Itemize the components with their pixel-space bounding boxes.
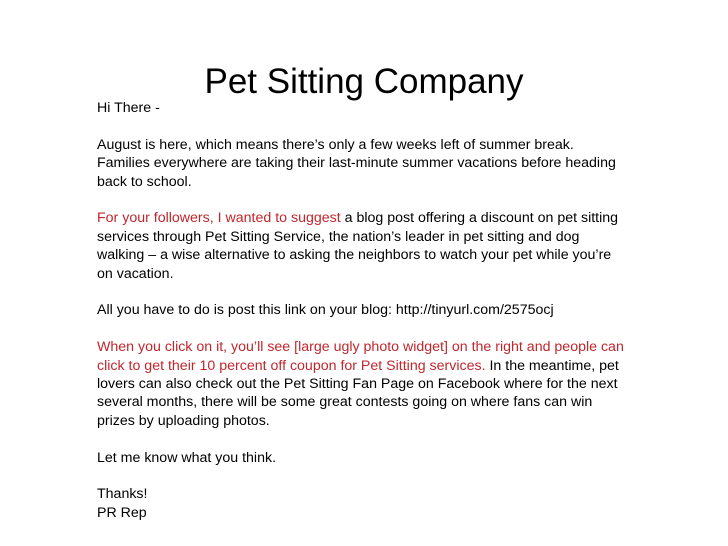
paragraph-line: on vacation. [97, 265, 174, 282]
slide-title: Pet Sitting Company [204, 62, 524, 101]
paragraph-line [97, 357, 637, 375]
paragraph-feedback [97, 449, 637, 467]
paragraph-line: August is here, which means there’s only a few weeks left of summer break. [97, 136, 574, 153]
plain-text: In the meantime, pet [485, 357, 619, 374]
paragraph-link [97, 301, 637, 319]
signature: PR Rep [97, 504, 147, 521]
paragraph-suggestion [97, 209, 637, 283]
paragraph-line: back to school. [97, 173, 192, 190]
sign-off [97, 485, 637, 522]
paragraph-summer-intro [97, 136, 637, 191]
paragraph-line: Let me know what you think. [97, 449, 277, 466]
plain-text: a blog post offering a discount on pet sitting [340, 210, 619, 227]
email-body [97, 99, 637, 541]
closing: Thanks! [97, 486, 148, 503]
paragraph-line: lovers can also check out the Pet Sitting Fan Page on Facebook where for the next [97, 376, 618, 393]
greeting: Hi There - [97, 100, 160, 116]
highlighted-text: click to get their 10 percent off coupon for Pet Sitting services. [97, 357, 486, 374]
paragraph-widget [97, 338, 637, 430]
paragraph-line: Families everywhere are taking their last-minute summer vacations before heading [97, 155, 616, 172]
highlighted-text: For your followers, I wanted to suggest [97, 210, 341, 227]
paragraph-line: prizes by uploading photos. [97, 412, 270, 429]
paragraph-line: several months, there will be some great contests going on where fans can win [97, 394, 593, 411]
highlighted-text: When you click on it, you’ll see [large ugly photo widget] on the right and people can [97, 339, 624, 356]
paragraph-line: services through Pet Sitting Service, the nation’s leader in pet sitting and dog [97, 228, 580, 245]
paragraph-line [97, 209, 637, 227]
paragraph-line: All you have to do is post this link on your blog: http://tinyurl.com/2575ocj [97, 302, 554, 319]
paragraph-line: walking – a wise alternative to asking the neighbors to watch your pet while you’re [97, 247, 612, 264]
